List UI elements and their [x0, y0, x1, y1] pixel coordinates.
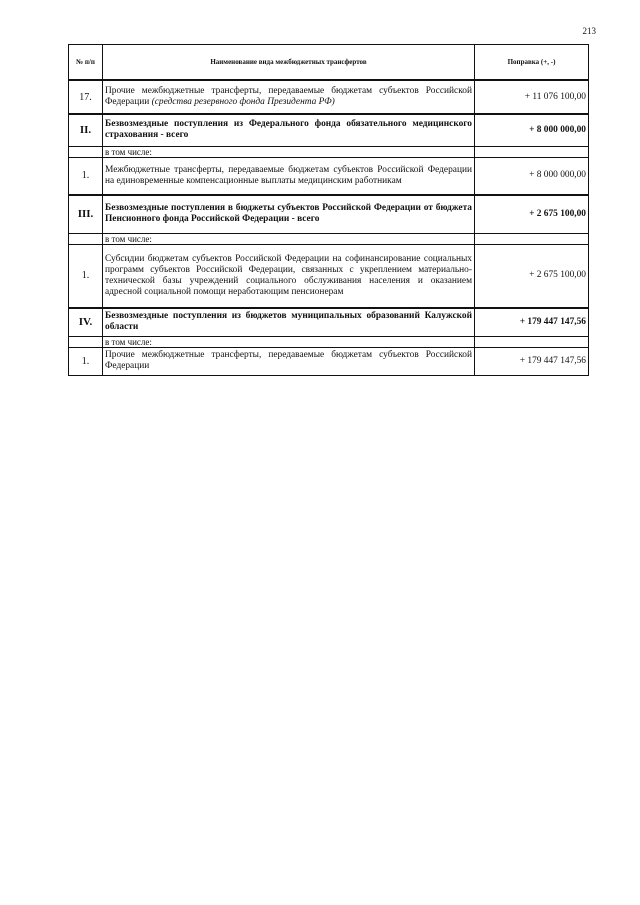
- row-amount: + 8 000 000,00: [475, 157, 589, 195]
- header-num: № п/п: [69, 45, 103, 81]
- row-description: Прочие межбюджетные трансферты, передаваемые бюджетам субъектов Российской Федерации: [103, 347, 475, 375]
- row-amount: [475, 146, 589, 157]
- row-text: Прочие межбюджетные трансферты, передаваемые бюджетам субъектов Российской Федерации: [105, 86, 472, 107]
- table-row: [69, 157, 589, 195]
- row-label: в том числе:: [103, 233, 475, 244]
- row-number: [69, 146, 103, 157]
- row-description: Безвозмездные поступления из Федерального фонда обязательного медицинского страхования - всего: [103, 114, 475, 146]
- row-number: 1.: [69, 244, 103, 308]
- table-row: [69, 80, 589, 114]
- row-number: IV.: [69, 308, 103, 336]
- row-number: 1.: [69, 157, 103, 195]
- page-number: 213: [582, 26, 596, 36]
- table-row: [69, 308, 589, 336]
- table-row: [69, 146, 589, 157]
- row-label: в том числе:: [103, 336, 475, 347]
- row-description: [103, 80, 475, 114]
- row-number: [69, 336, 103, 347]
- row-note: (средства резервного фонда Президента РФ): [151, 97, 335, 107]
- row-amount: + 2 675 100,00: [475, 244, 589, 308]
- row-number: III.: [69, 195, 103, 233]
- header-name: Наименование вида межбюджетных трансфертов: [103, 45, 475, 81]
- row-amount: + 2 675 100,00: [475, 195, 589, 233]
- table-row: [69, 347, 589, 375]
- row-amount: + 179 447 147,56: [475, 308, 589, 336]
- row-amount: [475, 336, 589, 347]
- row-description: Безвозмездные поступления в бюджеты субъектов Российской Федерации от бюджета Пенсионного фонда Российской Федерации - всего: [103, 195, 475, 233]
- table-header: [69, 45, 589, 81]
- row-amount: + 179 447 147,56: [475, 347, 589, 375]
- table-row: [69, 336, 589, 347]
- row-description: Субсидии бюджетам субъектов Российской Федерации на софинансирование социальных программ субъектов Российской Федерации, связанных с укреплением материально-технической базы учреждений социального обслуживания населения и оказанием адресной социальной помощи неработающим пенсионерам: [103, 244, 475, 308]
- row-number: II.: [69, 114, 103, 146]
- row-description: Межбюджетные трансферты, передаваемые бюджетам субъектов Российской Федерации на единовременные компенсационные выплаты медицинским работникам: [103, 157, 475, 195]
- row-number: [69, 233, 103, 244]
- row-amount: [475, 233, 589, 244]
- row-label: в том числе:: [103, 146, 475, 157]
- row-number: 1.: [69, 347, 103, 375]
- table-row: [69, 244, 589, 308]
- table-row: [69, 195, 589, 233]
- transfers-table: [68, 44, 589, 376]
- header-amount: Поправка (+, -): [475, 45, 589, 81]
- table-row: [69, 114, 589, 146]
- table-row: [69, 233, 589, 244]
- row-amount: + 11 076 100,00: [475, 80, 589, 114]
- row-description: Безвозмездные поступления из бюджетов муниципальных образований Калужской области: [103, 308, 475, 336]
- row-amount: + 8 000 000,00: [475, 114, 589, 146]
- row-number: 17.: [69, 80, 103, 114]
